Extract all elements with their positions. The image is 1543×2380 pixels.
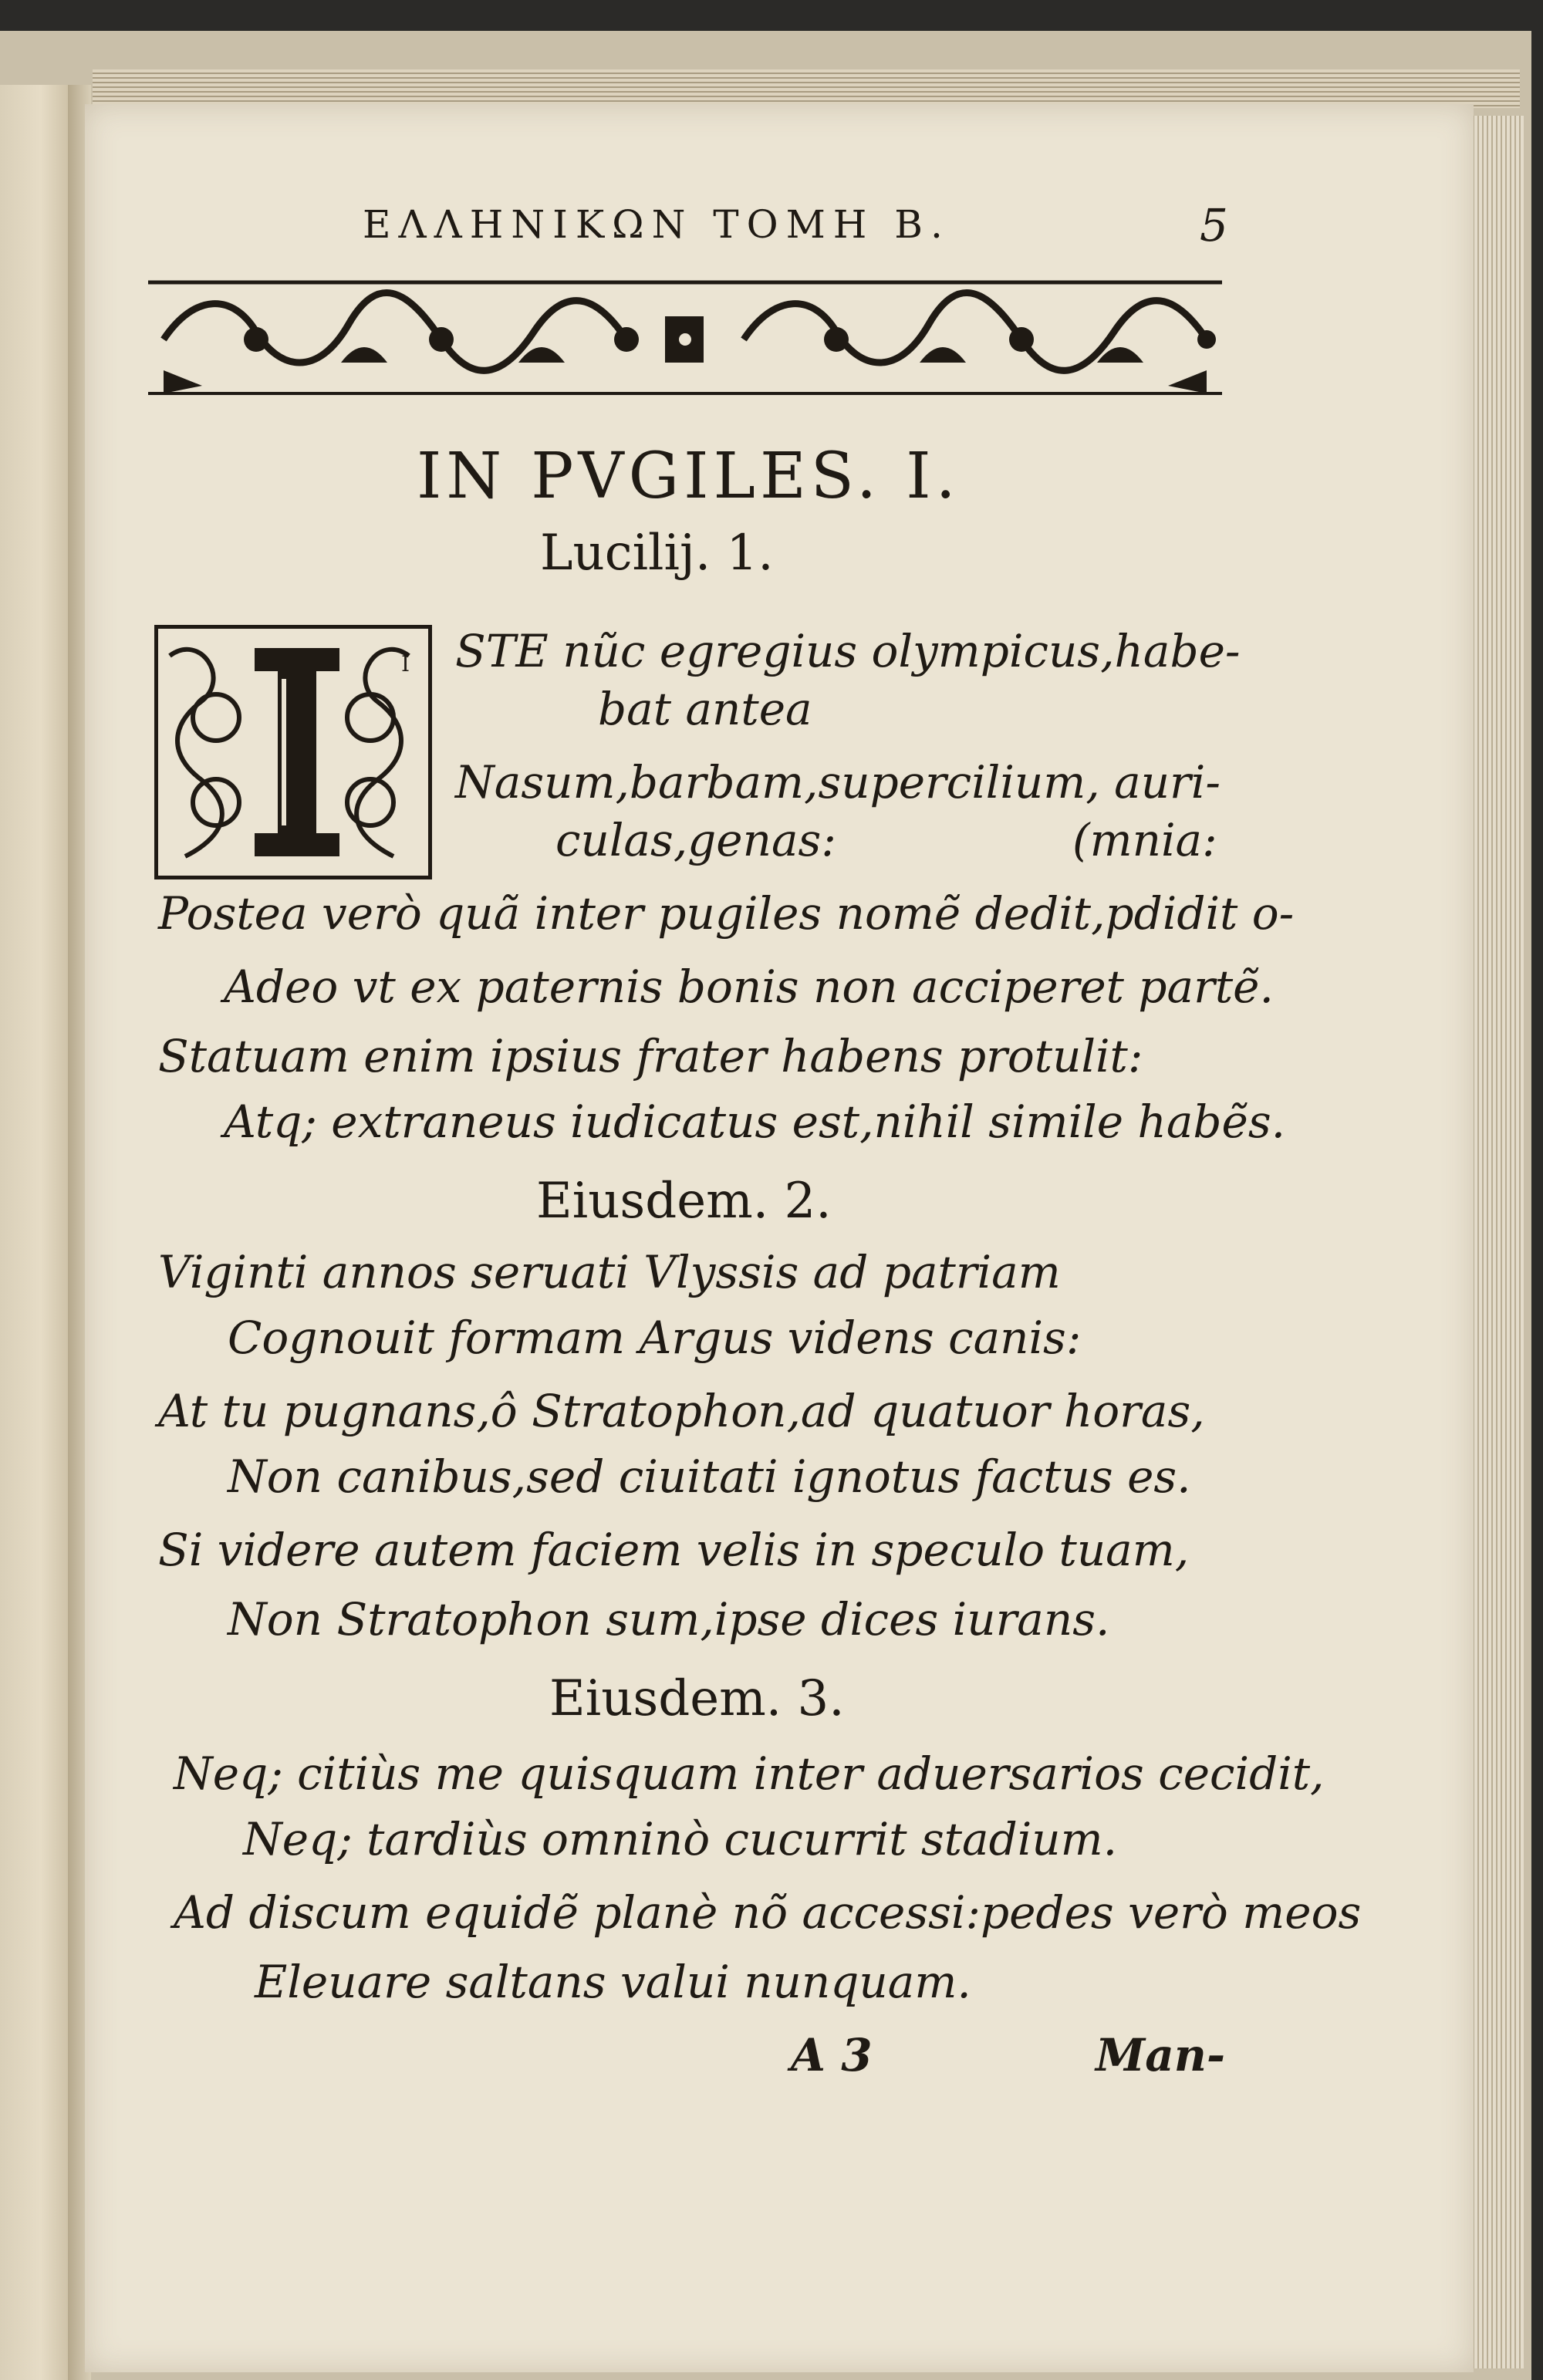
section-heading: Lucilij. 1. [540, 525, 774, 582]
verse-line: Si videre autem faciem velis in speculo tuam, [158, 1524, 1190, 1576]
verse-line: Neq; tardiùs omninò cucurrit stadium. [243, 1813, 1118, 1865]
verse-line: bat antea [598, 683, 812, 735]
page-title: IN PVGILES. I. [417, 440, 961, 513]
verse-line: Ad discum equidẽ planè nõ accessi:pedes verò meos [174, 1886, 1362, 1939]
verse-line: Viginti annos seruati Vlyssis ad patriam [158, 1246, 1061, 1298]
verse-line: Non canibus,sed ciuitati ignotus factus es. [228, 1450, 1191, 1503]
signature-mark: A 3 [791, 2029, 873, 2081]
section-heading: Eiusdem. 2. [536, 1173, 832, 1230]
section-heading: Eiusdem. 3. [549, 1670, 845, 1727]
verse-line: STE nũc egregius olympicus,habe- [455, 625, 1241, 677]
verse-line-carryover: (mnia: [1072, 814, 1217, 866]
verse-line: Cognouit formam Argus videns canis: [228, 1312, 1082, 1364]
page-top-edges [93, 69, 1520, 108]
page-fore-edges [1470, 116, 1524, 2368]
verse-line: Atq; extraneus iudicatus est,nihil simile habẽs. [224, 1095, 1286, 1148]
running-head: ΕΛΛΗΝΙΚΩΝ ΤΟΜΗ Β. [363, 202, 950, 247]
verse-line: Neq; citiùs me quisquam inter aduersarios cecidit, [174, 1747, 1325, 1800]
verse-line: At tu pugnans,ô Stratophon,ad quatuor horas, [158, 1385, 1205, 1437]
facing-page-edge [0, 85, 69, 2380]
verse-line: Nasum,barbam,supercilium, auri- [455, 756, 1221, 809]
verse-line: Eleuare saltans valui nunquam. [255, 1956, 971, 2008]
verse-line: Adeo vt ex paternis bonis non acciperet partẽ. [224, 960, 1274, 1013]
ornamental-headpiece [148, 278, 1222, 401]
verse-line: Postea verò quã inter pugiles nomẽ dedit,pdidit o- [158, 887, 1295, 940]
decorated-initial-letter [154, 625, 432, 879]
verse-line: Non Stratophon sum,ipse dices iurans. [228, 1593, 1110, 1646]
initial-letter-caption: I [401, 651, 410, 677]
page-number: 5 [1200, 199, 1228, 252]
verse-line: Statuam enim ipsius frater habens protulit: [158, 1030, 1143, 1082]
verse-line: culas,genas: [555, 814, 836, 866]
catchword: Man- [1096, 2029, 1226, 2081]
